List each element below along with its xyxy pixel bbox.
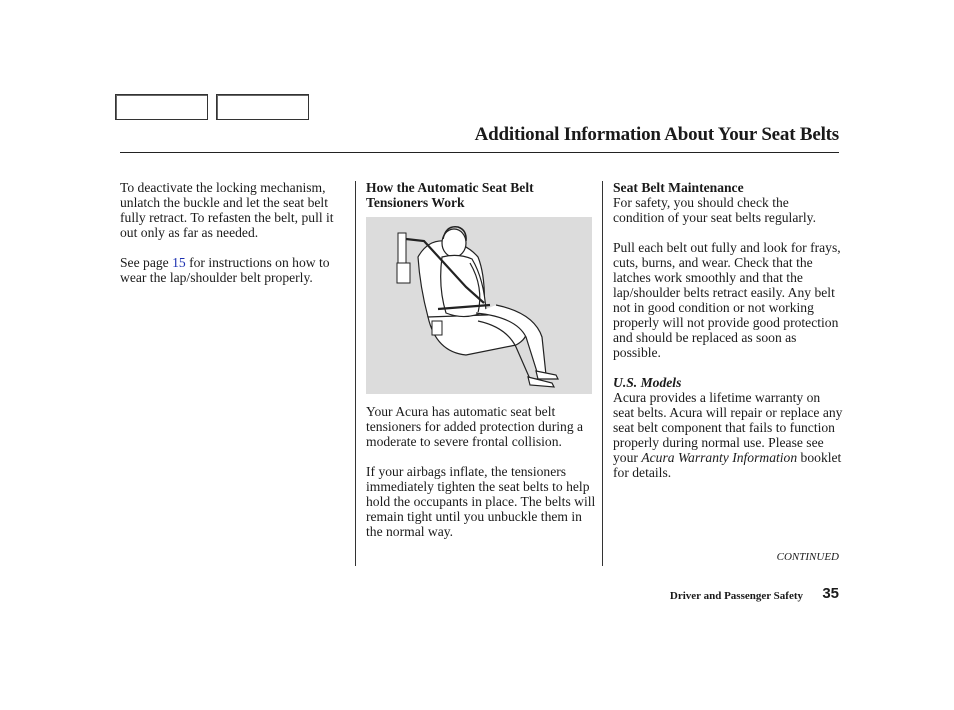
- footer-section-name: Driver and Passenger Safety: [669, 590, 803, 602]
- nav-button-left[interactable]: [115, 94, 208, 120]
- text: Acura provides a lifetime warranty on seat belts. Acura will repair or replace any seat belt component that fails to function properly during normal use. Please see your: [613, 390, 843, 465]
- text: booklet for details.: [613, 450, 842, 480]
- continued-label: CONTINUED: [776, 551, 839, 563]
- warranty-booklet-title: Acura Warranty Information: [641, 450, 798, 465]
- paragraph: To deactivate the locking mechanism, unlatch the buckle and let the seat belt fully retract. To refasten the belt, pull it out only as far as needed.: [120, 180, 334, 240]
- column-divider: [602, 181, 603, 566]
- section-heading: Seat Belt Maintenance: [613, 180, 744, 195]
- paragraph: Pull each belt out fully and look for frays, cuts, burns, and wear. Check that the latches work smoothly and that the lap/shoulder belts retract easily. Any belt not in good condition or not working properly will not provide good protection and should be replaced as soon as possible.: [613, 240, 841, 360]
- title-rule: [120, 152, 839, 153]
- column-right: [613, 180, 843, 495]
- page-number: 35: [822, 585, 839, 602]
- text: for instructions on how to wear the lap/shoulder belt properly.: [120, 255, 330, 285]
- seat-belt-illustration: [366, 217, 592, 394]
- nav-button-right[interactable]: [216, 94, 309, 120]
- section-heading: How the Automatic Seat Belt Tensioners Work: [366, 180, 534, 210]
- paragraph: For safety, you should check the condition of your seat belts regularly.: [613, 195, 816, 225]
- page-link[interactable]: 15: [172, 255, 186, 270]
- page-title: Additional Information About Your Seat Belts: [474, 124, 839, 145]
- column-middle: [366, 180, 596, 554]
- text: See page: [120, 255, 173, 270]
- column-divider: [355, 181, 356, 566]
- column-left: [120, 180, 342, 300]
- paragraph: If your airbags inflate, the tensioners immediately tighten the seat belts to help hold the occupants in place. The belts will remain tight until you unbuckle them in the normal way.: [366, 464, 596, 539]
- paragraph: Your Acura has automatic seat belt tensioners for added protection during a moderate to severe frontal collision.: [366, 404, 584, 449]
- paragraph-see-page: [120, 255, 342, 285]
- subheading: U.S. Models: [613, 375, 682, 390]
- paragraph-warranty: [613, 390, 843, 480]
